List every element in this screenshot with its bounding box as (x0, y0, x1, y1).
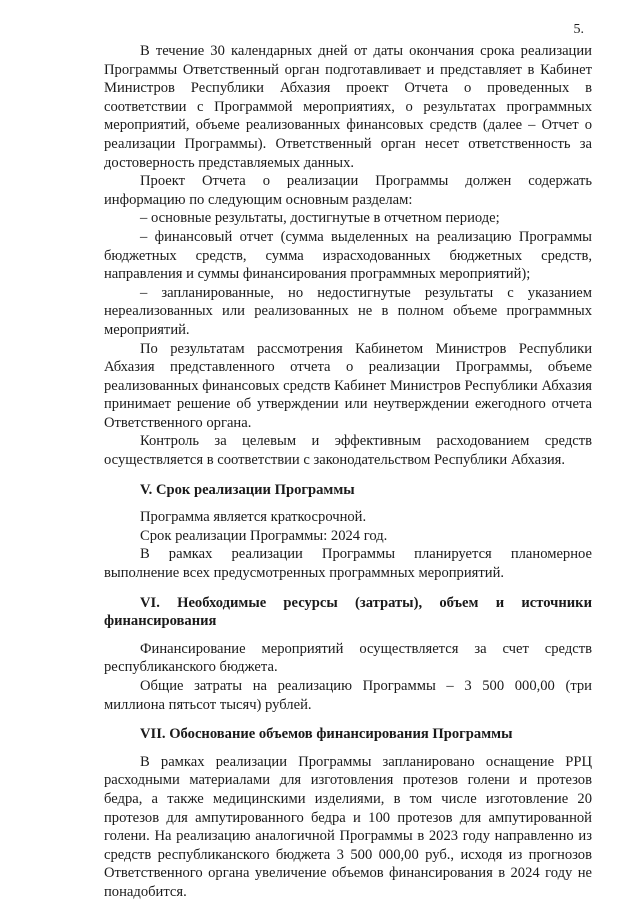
paragraph-period: Срок реализации Программы: 2024 год. (140, 527, 388, 544)
list-item-unachieved-results: – запланированные, но недостигнутые результаты с указанием нереализованных или реализованных не в полном объеме программных мероприятий. (104, 284, 592, 338)
paragraph-report-approval: По результатам рассмотрения Кабинетом Министров Республики Абхазия представленного отчета о реализации Программы, объеме реализованных финансовых средств Кабинет Министров Республики Абхазия принимает решение об утверждении или неутверждении ежегодного отчета Ответственного органа. (104, 340, 592, 431)
paragraph-funding-justification: В рамках реализации Программы запланировано оснащение РРЦ расходными материалами для изготовления протезов голени и протезов бедра, а также медицинскими изделиями, в том числе изготовление 20 протезов для ампутированного бедра и 100 протезов для ампутированной голени. На реализацию аналогичной Программы в 2023 году направленно из средств республиканского бюджета 3 500 000,00 руб., исходя из прогнозов Ответственного органа увеличение объемов финансирования в 2024 году не понадобится. (104, 753, 592, 900)
page-number: 5. (573, 22, 584, 37)
paragraph-planned-implementation: В рамках реализации Программы планируется планомерное выполнение всех предусмотренных программных мероприятий. (104, 546, 592, 582)
section-heading-resources: VI. Необходимые ресурсы (затраты), объем и источники финансирования (104, 594, 592, 630)
list-item-financial-report: – финансовый отчет (сумма выделенных на реализацию Программы бюджетных средств, сумма израсходованных бюджетных средств, направления и суммы финансирования программных мероприятий); (104, 228, 592, 283)
paragraph-funding-source: Финансирование мероприятий осуществляется за счет средств республиканского бюджета. (104, 640, 592, 676)
paragraph-total-costs: Общие затраты на реализацию Программы – 3 500 000,00 (три миллиона пятьсот тысяч) рублей. (104, 678, 592, 713)
list-item-main-results: – основные результаты, достигнутые в отчетном периоде; (140, 210, 500, 227)
paragraph-short-term: Программа является краткосрочной. (140, 509, 367, 526)
section-heading-timeline: V. Срок реализации Программы (140, 481, 355, 498)
page-content (104, 42, 592, 902)
paragraph-report-contents: Проект Отчета о реализации Программы должен содержать информацию по следующим основным разделам: (104, 173, 592, 208)
paragraph-report-preparation: В течение 30 календарных дней от даты окончания срока реализации Программы Ответственный орган подготавливает и представляет в Кабинет Министров Республики Абхазия проект Отчета о проведенных в соответствии с Программой мероприятиях, о результатах программных мероприятий, объеме реализованных финансовых средств (далее – Отчет о реализации Программы). Ответственный орган несет ответственность за достоверность представляемых данных. (104, 43, 592, 171)
paragraph-control: Контроль за целевым и эффективным расходованием средств осуществляется в соответствии с законодательством Республики Абхазия. (104, 433, 592, 469)
section-heading-funding-justification: VII. Обоснование объемов финансирования Программы (140, 726, 513, 743)
